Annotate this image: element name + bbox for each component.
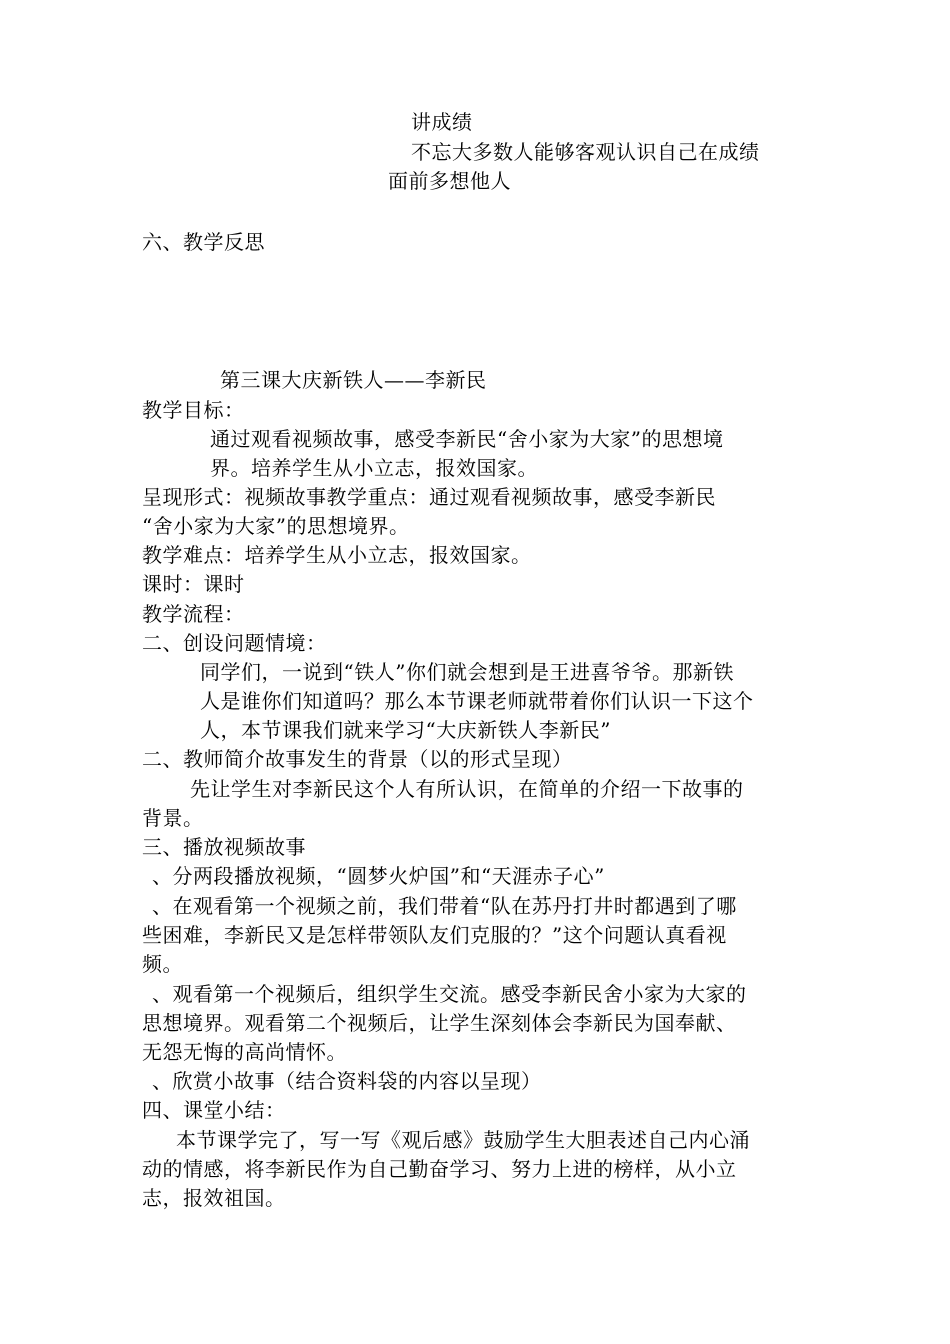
section-heading: 六、教学反思: [142, 230, 265, 254]
text-line: 呈现形式：视频故事教学重点：通过观看视频故事，感受李新民: [142, 485, 716, 509]
text-line: 本节课学完了，写一写《观后感》鼓励学生大胆表述自己内心涌: [176, 1128, 750, 1152]
text-line: 无怨无悔的高尚情怀。: [142, 1040, 347, 1064]
text-line: 些困难，李新民又是怎样带领队友们克服的？”这个问题认真看视: [142, 923, 727, 947]
text-line: 人是谁你们知道吗？那么本节课老师就带着你们认识一下这个: [200, 689, 754, 713]
text-line: 思想境界。观看第二个视频后，让学生深刻体会李新民为国奉献、: [142, 1011, 737, 1035]
text-line: 、欣赏小故事（结合资料袋的内容以呈现）: [152, 1069, 542, 1093]
text-line: 讲成绩: [411, 110, 473, 134]
text-line: 先让学生对李新民这个人有所认识，在简单的介绍一下故事的: [190, 777, 744, 801]
text-line: 、分两段播放视频，“圆梦火炉国”和“天涯赤子心”: [152, 864, 605, 888]
text-line: 面前多想他人: [388, 169, 511, 193]
text-line: 教学难点：培养学生从小立志，报效国家。: [142, 543, 532, 567]
text-line: 四、课堂小结：: [142, 1098, 286, 1122]
text-line: 教学目标：: [142, 398, 245, 422]
text-line: 背景。: [142, 806, 204, 830]
text-line: 二、创设问题情境：: [142, 631, 327, 655]
text-line: “舍小家为大家”的思想境界。: [142, 514, 410, 538]
text-line: 同学们，一说到“铁人”你们就会想到是王进喜爷爷。那新铁: [200, 660, 734, 684]
text-line: 通过观看视频故事，感受李新民“舍小家为大家”的思想境: [210, 427, 724, 451]
text-line: 不忘大多数人能够客观认识自己在成绩: [411, 140, 760, 164]
text-line: 课时：课时: [142, 572, 245, 596]
text-line: 动的情感，将李新民作为自己勤奋学习、努力上进的榜样，从小立: [142, 1157, 737, 1181]
text-line: 频。: [142, 952, 183, 976]
text-line: 、观看第一个视频后，组织学生交流。感受李新民舍小家为大家的: [152, 982, 747, 1006]
text-line: 教学流程：: [142, 602, 245, 626]
text-line: 界。培养学生从小立志，报效国家。: [210, 456, 538, 480]
text-line: 二、教师简介故事发生的背景（以的形式呈现）: [142, 747, 573, 771]
text-line: 、在观看第一个视频之前，我们带着“队在苏丹打井时都遇到了哪: [152, 894, 737, 918]
text-line: 志，报效祖国。: [142, 1186, 286, 1210]
text-line: 三、播放视频故事: [142, 835, 306, 859]
text-line: 人，本节课我们就来学习“大庆新铁人李新民”: [200, 718, 611, 742]
lesson-title: 第三课大庆新铁人——李新民: [220, 368, 487, 392]
